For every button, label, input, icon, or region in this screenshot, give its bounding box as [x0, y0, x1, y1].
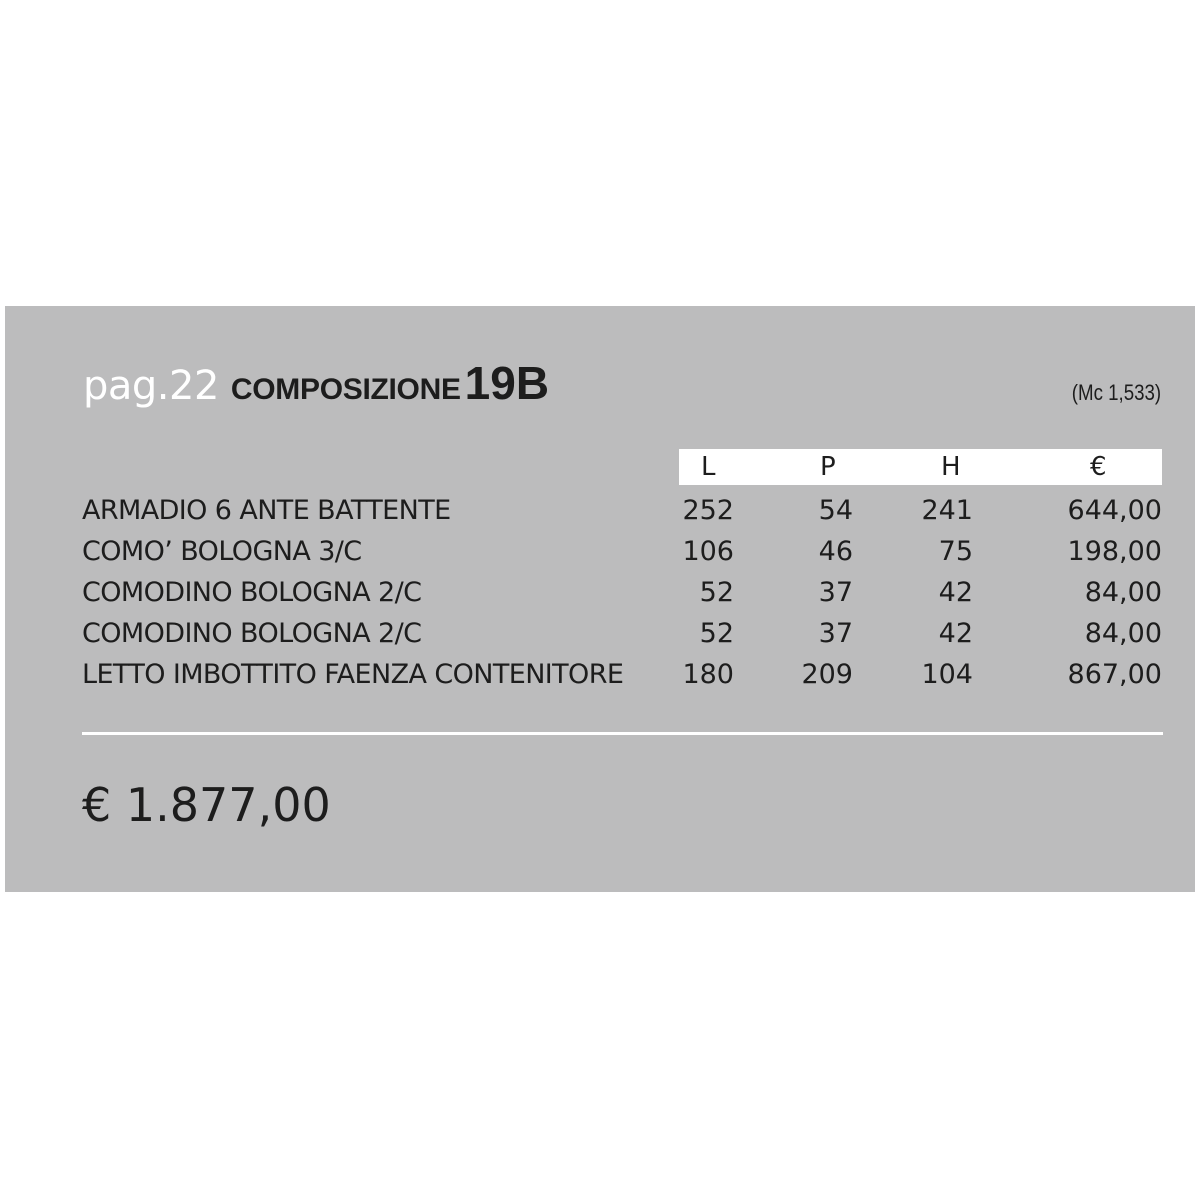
item-name: COMO’ BOLOGNA 3/C	[82, 536, 362, 567]
item-price: 867,00	[1067, 659, 1162, 690]
item-price: 198,00	[1067, 536, 1162, 567]
item-length: 52	[699, 577, 734, 608]
item-length: 252	[682, 495, 734, 526]
item-table	[5, 490, 1195, 695]
table-header	[679, 449, 1162, 485]
item-height: 42	[938, 618, 973, 649]
header-h: H	[941, 452, 961, 482]
item-name: COMODINO BOLOGNA 2/C	[82, 577, 422, 608]
composition-label: COMPOSIZIONE	[230, 373, 461, 406]
table-row	[5, 654, 1195, 695]
item-length: 106	[682, 536, 734, 567]
item-depth: 209	[801, 659, 853, 690]
item-length: 180	[682, 659, 734, 690]
table-row	[5, 531, 1195, 572]
item-name: ARMADIO 6 ANTE BATTENTE	[82, 495, 451, 526]
item-length: 52	[699, 618, 734, 649]
item-height: 104	[921, 659, 973, 690]
item-depth: 37	[818, 618, 853, 649]
total-divider	[82, 732, 1163, 735]
composition-panel	[5, 306, 1195, 892]
header-euro: €	[1090, 452, 1107, 482]
table-row	[5, 572, 1195, 613]
item-depth: 54	[818, 495, 853, 526]
item-height: 42	[938, 577, 973, 608]
composition-number: 19B	[464, 357, 550, 409]
item-height: 75	[938, 536, 973, 567]
item-price: 84,00	[1084, 577, 1162, 608]
item-depth: 46	[818, 536, 853, 567]
item-height: 241	[921, 495, 973, 526]
table-row	[5, 613, 1195, 654]
item-depth: 37	[818, 577, 853, 608]
page-reference: pag.22	[83, 363, 219, 409]
header-l: L	[701, 452, 716, 482]
total-price: € 1.877,00	[82, 778, 331, 832]
item-name: LETTO IMBOTTITO FAENZA CONTENITORE	[82, 659, 624, 690]
item-name: COMODINO BOLOGNA 2/C	[82, 618, 422, 649]
volume-label: (Mc 1,533)	[1071, 380, 1161, 405]
item-price: 644,00	[1067, 495, 1162, 526]
title-row	[83, 356, 549, 416]
header-p: P	[820, 452, 836, 482]
item-price: 84,00	[1084, 618, 1162, 649]
table-row	[5, 490, 1195, 531]
